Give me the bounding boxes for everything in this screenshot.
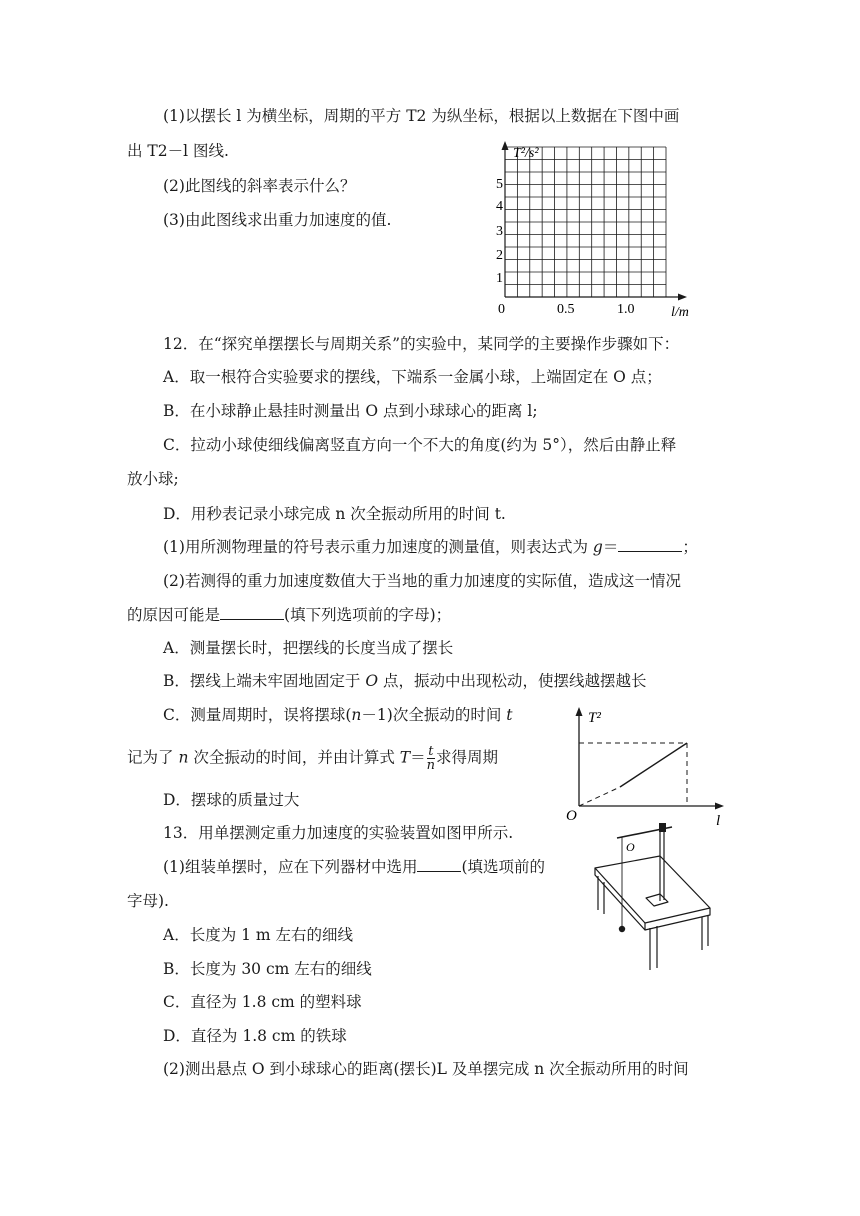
q12-sub1-g: g [592, 538, 603, 556]
grid-y-tick-4: 4 [496, 199, 503, 214]
q12-sub2-line2 [127, 605, 451, 625]
t2-l-line-graph [560, 705, 740, 830]
q12-option-b [163, 671, 646, 691]
q12-step-c-line2: 放小球; [127, 470, 179, 488]
graph-origin-label: O [566, 808, 577, 824]
suspension-point-label: O [626, 840, 635, 854]
q12-sub1-end: ； [682, 538, 698, 556]
q12-option-c2-eq: ＝ [410, 748, 426, 767]
table-leg-right [702, 915, 708, 950]
graph-dashed-lower [579, 787, 620, 806]
q12-option-c-n: n [351, 706, 362, 724]
q13-sub1-line2: 字母). [127, 892, 169, 910]
grid-x-tick-0.5: 0.5 [557, 302, 575, 317]
graph-y-label: T² [588, 710, 601, 726]
q12-option-c-line1 [163, 705, 512, 725]
q13-sub1-answer-blank [417, 857, 461, 872]
table-leg-front [650, 926, 657, 970]
q13-title: 13．用单摆测定重力加速度的实验装置如图甲所示. [163, 824, 514, 842]
q12-sub2-line1: (2)若测得的重力加速度数值大于当地的重力加速度的实际值，造成这一情况 [163, 572, 681, 590]
q11-sub2: (2)此图线的斜率表示什么？ [163, 177, 356, 195]
grid-y-tick-5: 5 [496, 177, 503, 192]
stand-base [646, 894, 668, 906]
q12-step-c-line1: C．拉动小球使细线偏离竖直方向一个不大的角度(约为 5°），然后由静止释 [163, 436, 677, 454]
q13-option-b: B．长度为 30 cm 左右的细线 [163, 960, 372, 978]
q12-fraction-num: t [428, 744, 434, 759]
q12-option-c2-n: n [178, 748, 189, 767]
q13-sub1-pre: (1)组装单摆时，应在下列器材中选用 [163, 858, 418, 876]
q12-option-c2-pre: 记为了 [127, 748, 179, 767]
pendulum-apparatus-figure [590, 818, 720, 974]
q12-option-b-post: 点，振动中出现松动，使摆线越摆越长 [378, 672, 647, 690]
q12-option-c-line2 [127, 745, 498, 772]
q11-sub1-line1: (1)以摆长 l 为横坐标，周期的平方 T2 为纵坐标，根据以上数据在下图中画 [163, 107, 680, 125]
graph-x-arrow [715, 803, 724, 810]
table-top [595, 856, 710, 923]
q12-fraction [427, 745, 435, 772]
stand-clamp [659, 823, 666, 832]
q12-title: 12．在“探究单摆摆长与周期关系”的实验中，某同学的主要操作步骤如下： [163, 335, 680, 353]
grid-y-tick-2: 2 [496, 248, 503, 263]
graph-y-arrow [576, 707, 583, 716]
q12-option-b-o: O [365, 672, 379, 690]
q12-option-c2-mid: 次全振动的时间，并由计算式 [188, 748, 400, 767]
pendulum-bob [619, 926, 625, 932]
q12-sub1-text: (1)用所测物理量的符号表示重力加速度的测量值，则表达式为 [163, 538, 593, 556]
q13-option-d: D．直径为 1.8 cm 的铁球 [163, 1027, 347, 1045]
q13-sub2: (2)测出悬点 O 到小球球心的距离(摆长)L 及单摆完成 n 次全振动所用的时间 [163, 1060, 689, 1078]
q12-step-d: D．用秒表记录小球完成 n 次全振动所用的时间 t. [163, 505, 506, 523]
q13-option-a: A．长度为 1 m 左右的细线 [163, 926, 354, 944]
q12-step-b: B．在小球静止悬挂时测量出 O 点到小球球心的距离 l; [163, 402, 538, 420]
grid-y-arrow [502, 141, 509, 150]
q12-option-c2-T: T [399, 748, 411, 767]
q12-option-c2-post: 求得周期 [436, 748, 499, 767]
q13-sub1-line1 [163, 857, 545, 877]
table-front-edge [645, 908, 710, 930]
q12-sub1-answer-blank [618, 537, 682, 552]
q12-sub2-post: (填下列选项前的字母)； [284, 606, 452, 624]
q12-option-a: A．测量摆长时，把摆线的长度当成了摆长 [163, 639, 454, 657]
q12-sub1 [163, 537, 698, 557]
q11-sub1-line2: 出 T2－l 图线. [127, 142, 229, 160]
q12-option-b-pre: B．摆线上端未牢固地固定于 [163, 672, 366, 690]
q12-option-c-t: t [506, 706, 513, 724]
graph-solid-line [620, 743, 687, 787]
q12-fraction-den: n [426, 758, 436, 773]
grid-origin-label: 0 [498, 302, 505, 317]
q12-sub1-eq: ＝ [602, 538, 619, 556]
table-left-edge [595, 868, 645, 930]
q12-option-c-pre: C．测量周期时，误将摆球( [163, 706, 352, 724]
grid-x-label: l/m [671, 305, 689, 320]
graph-x-label: l [716, 813, 721, 829]
q12-option-c-mid: －1)次全振动的时间 [361, 706, 507, 724]
q12-option-d: D．摆球的质量过大 [163, 791, 300, 809]
q11-sub3: (3)由此图线求出重力加速度的值. [163, 211, 392, 229]
q12-sub2-pre: 的原因可能是 [127, 606, 221, 624]
t2-l-grid-figure [485, 138, 705, 324]
grid-y-label: T²/s² [513, 146, 539, 161]
q13-option-c: C．直径为 1.8 cm 的塑料球 [163, 993, 362, 1011]
grid-x-tick-1.0: 1.0 [617, 302, 635, 317]
grid-x-arrow [678, 294, 687, 301]
q13-sub1-post: (填选项前的 [461, 858, 546, 876]
q12-step-a: A．取一根符合实验要求的摆线，下端系一金属小球，上端固定在 O 点； [163, 368, 662, 386]
grid-y-tick-3: 3 [496, 224, 503, 239]
grid-y-tick-1: 1 [496, 271, 503, 286]
q12-sub2-answer-blank [220, 605, 284, 620]
